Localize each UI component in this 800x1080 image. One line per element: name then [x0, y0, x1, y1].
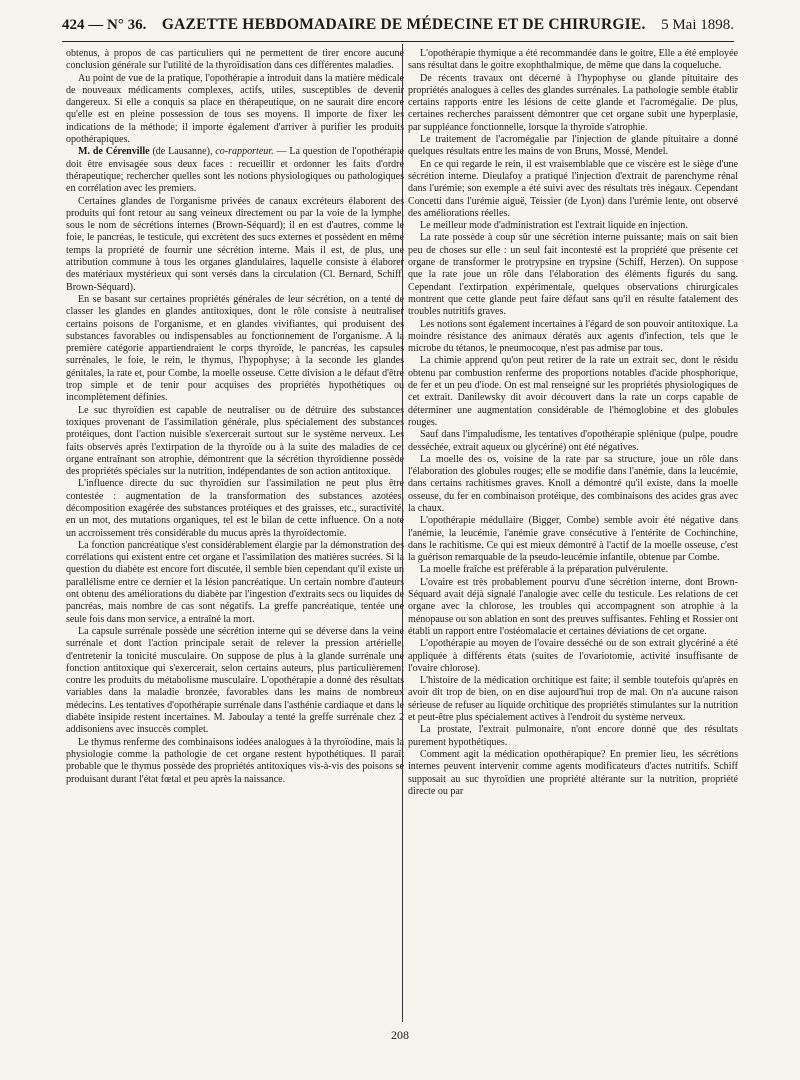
issue-number: — N° 36. [88, 16, 147, 33]
paragraph: L'ovaire est très probablement pourvu d'une sécrétion interne, dont Brown-Séquard avait déjà signalé l'analogie avec celle du testicule. Les relations de cet organe avec la chlorose, les troubles qui accompagnent son atrophie à la ménopause ou son ablation en sont des preuves suffisantes. Fehling et Rossier ont établi un rapport entre l'ostéomalacie et certaines déviations de cet organe. [408, 576, 738, 637]
paragraph: L'influence directe du suc thyroïdien sur l'assimilation ne peut plus être contestée : augmentation de la transformation des substances azotées, décomposition exagérée des substances protéiques et des graisses, etc., suractivité, en un mot, des mutations organiques, tel est le bilan de cette influence. On a noté un accroissement très considérable du mucus après la thyroïdectomie. [66, 478, 404, 539]
paragraph: Sauf dans l'impaludisme, les tentatives d'opothérapie splénique (pulpe, poudre desséchée, extrait aqueux ou glycériné) ont été négatives. [408, 429, 738, 453]
paragraph: La capsule surrénale possède une sécrétion interne qui se déverse dans la veine surrénale et dont l'action principale serait de relever la pression artérielle, d'entretenir la tonicité musculaire. On suppose de plus à la glande surrénale une fonction antitoxique qui s'exercerait, selon certains auteurs, plus particulièrement contre les produits du métabolisme musculaire. L'opothérapie a donné des résultats variables dans la maladie bronzée, favorables dans les mains de nombreux médecins. Les tentatives d'opothérapie surrénale dans l'asthénie cardiaque et dans le diabète insipide restent incertaines. M. Jaboulay a tenté la greffe surrénale chez 2 addisoniens avec insuccès complet. [66, 625, 404, 736]
header-rule [62, 41, 734, 42]
right-column [408, 48, 738, 798]
page-number-issue [62, 17, 146, 34]
column-divider [402, 44, 403, 1022]
paragraph: Le traitement de l'acromégalie par l'injection de glande pituitaire a donné quelques résultats entre les mains de von Bruns, Mossé, Mendel. [408, 134, 738, 158]
paragraph: obtenus, à propos de cas particuliers qui ne permettent de tirer encore aucune conclusion générale sur l'utilité de la thyroïdisation dans ces différentes maladies. [66, 48, 404, 72]
issue-date: 5 Mai 1898. [661, 16, 734, 33]
paragraph: La rate possède à coup sûr une sécrétion interne puissante; mais on sait bien peu de choses sur elle : un seul fait incontesté est la propriété que présente cet organe de transformer le protrypsine en trypsine (Schiff, Herzen). On suppose que la rate joue un rôle dans l'élaboration des éléments figurés du sang. Cependant l'extirpation expérimentale, quelques observations chirurgicales montrent que cette glande peut faire défaut sans qu'il en résulte fatalement des troubles nutritifs graves. [408, 232, 738, 318]
left-column [66, 48, 404, 786]
page-header [62, 12, 734, 38]
paragraph: L'opothérapie thymique a été recommandée dans le goitre, Elle a été employée sans résultat dans le goitre exophthalmique, de même que dans la coqueluche. [408, 48, 738, 72]
speaker-text: — La question de l'opothérapie doit être envisagée sous deux faces : recueillir et ordonner les faits d'ordre thérapeutique; rechercher quelles sont les notions physiologiques ou pathologiques en corrélation avec les premiers. [66, 146, 404, 195]
paragraph-speaker [66, 146, 404, 195]
paragraph: La moelle fraîche est préférable à la préparation pulvérulente. [420, 564, 668, 576]
paragraph: Le meilleur mode d'administration est l'extrait liquide en injection. [420, 220, 688, 232]
page-number: 424 [62, 16, 85, 33]
paragraph: La chimie apprend qu'on peut retirer de la rate un extrait sec, dont le résidu obtenu par combustion renferme des proportions notables d'acide phosphorique, de fer et un peu d'iode. On est mal renseigné sur les propriétés physiologiques de cet extrait. Danilewsky dit avoir découvert dans la rate un corps capable de déterminer une augmentation considérable de l'hémoglobine et des globules rouges. [408, 355, 738, 428]
paragraph: Comment agit la médication opothérapique? En premier lieu, les sécrétions internes peuvent intervenir comme agents modificateurs d'actes nutritifs. Schiff supposait au suc thyroïdien une propriété altérante sur la nutrition, propriété directe ou par [408, 748, 738, 797]
paragraph: En ce qui regarde le rein, il est vraisemblable que ce viscère est le siège d'une sécrétion interne. Dieulafoy a pratiqué l'injection d'extrait de parenchyme rénal dans l'urémie; son exemple a été suivi avec des résultats très inégaux. Cependant Concetti dans l'urémie aiguë, Teissier (de Lyon) dans l'urémie lente, ont observé des améliorations réelles. [408, 158, 738, 219]
paragraph: Les notions sont également incertaines à l'égard de son pouvoir antitoxique. La moindre résistance des animaux dératés aux agents d'infection, tels que le microbe du tétanos, le pneumocoque, n'est pas admise par tous. [408, 318, 738, 355]
speaker-name: M. de Cérenville [78, 146, 150, 158]
paragraph: La prostate, l'extrait pulmonaire, n'ont encore donné que des résultats purement hypothétiques. [408, 724, 738, 748]
journal-title: GAZETTE HEBDOMADAIRE DE MÉDECINE ET DE CHIRURGIE. [161, 16, 646, 33]
paragraph: Certaines glandes de l'organisme privées de canaux excréteurs élaborent des produits qui font retour au sang veineux directement ou par la voie de la lymphe, sous le nom de sécrétions internes (Brown-Séquard); il en est d'autres, comme le foie, le pancréas, le testicule, qui excrètent des sucs externes et possèdent en même temps la propriété de fournir une sécrétion interne. Mais il est, de plus, une attribution commune à tous les organes glandulaires, laquelle consiste à élaborer des matériaux mystérieux qui sont versés dans la circulation (Cl. Bernard, Schiff, Brown-Séquard). [66, 195, 404, 293]
speaker-affiliation: (de Lausanne), [149, 146, 216, 158]
speaker-role: co-rapporteur. [215, 146, 274, 158]
paragraph: Le thymus renferme des combinaisons iodées analogues à la thyroïodine, mais la physiologie comme la pathologie de cet organe restent hypothétiques. Il paraît probable que le thymus possède des propriétés antitoxiques vis-à-vis des poisons se produisant durant l'état fœtal et peu après la naissance. [66, 736, 404, 785]
paragraph: En se basant sur certaines propriétés générales de leur sécrétion, on a tenté de classer les glandes en glandes antitoxiques, dont le rôle consiste à neutraliser certains poisons de l'organisme, et en glandes vivifiantes, qui produisent des substances favorables ou indispensables au fonctionnement de l'organisme. A la première catégorie appartiendraient le corps thyroïde, le pancréas, les capsules surrénales, le foie, le rein, le thymus, l'hypophyse; à la seconde les glandes génitales, la rate et, pour Combe, la moelle osseuse. Cette division a le défaut d'être trop simple et de tenir pour acquises des propriétés hypothétiques ou incomplètement définies. [66, 293, 404, 404]
paragraph: Au point de vue de la pratique, l'opothérapie a introduit dans la matière médicale de nouveaux médicaments complexes, actifs, utiles, susceptibles de devenir dangereux. Si elle a conquis sa place en thérapeutique, on ne saurait dire encore qu'elle est en pleine possession de tous ses moyens. Il importe de fixer les indications de la méthode; il importe également d'arriver à purifier les produits opothérapiques. [66, 72, 404, 146]
paragraph: L'opothérapie au moyen de l'ovaire desséché ou de son extrait glycériné a été appliquée à différents états (suites de l'ovariotomie, activité insuffisante de l'ovaire chlorose). [408, 638, 738, 674]
page-folio: 208 [391, 1028, 409, 1042]
paragraph: L'histoire de la médication orchitique est faite; il semble toutefois qu'après en avoir dit trop de bien, on en dise aujourd'hui trop de mal. On n'a aucune raison sérieuse de refuser au liquide orchitique des propriétés stimulantes sur la nutrition et peut-être plus spécialement actives à l'endroit du système nerveux. [408, 675, 738, 724]
paragraph: De récents travaux ont décerné à l'hypophyse ou glande pituitaire des propriétés analogues à celles des glandes surrénales. La pathologie semble établir certains rapports entre les lésions de cette glande et l'acromégalie. De plus, certaines recherches paraissent démontrer que cet organe subit une hyperplasie, par suppléance fonctionnelle, lorsque la thyroïde s'atrophie. [408, 72, 738, 133]
paragraph: L'opothérapie médullaire (Bigger, Combe) semble avoir été négative dans l'anémie, la leucémie, l'anémie grave consécutive à l'entérite de Cochinchine, dans le rachitisme. Ce qui est mieux démontré à l'actif de la moelle osseuse, c'est la guérison remarquable de la pseudo-leucémie infantile, obtenue par Combe. [408, 515, 738, 564]
paragraph: La moelle des os, voisine de la rate par sa structure, joue un rôle dans l'élaboration des globules rouges; elle se modifie dans l'anémie, dans la leucémie, dans certains rachitismes graves. Knoll a démontré qu'il existe, dans la moelle osseuse, du fer en combinaison protéique, des combinaisons des acides gras avec la chaux. [408, 453, 738, 514]
paragraph: Le suc thyroïdien est capable de neutraliser ou de détruire des substances toxiques provenant de l'assimilation générale, plus spécialement des substances protéiques, dont l'action nuisible s'exercerait surtout sur le système nerveux. Les faits observés après l'extirpation de la thyroïde ou à la suite des maladies de cet organe entraînant son atrophie, démontrent que la sécrétion thyroïdienne possède des propriétés spéciales sur la nutrition, indépendantes de son action antitoxique. [66, 404, 404, 478]
paragraph: La fonction pancréatique s'est considérablement élargie par la démonstration des corrélations qui existent entre cet organe et l'assimilation des matières sucrées. Si la question du diabète est encore fort discutée, il semble bien cependant qu'il existe un parallélisme entre ce dernier et la lésion pancréatique. Un certain nombre d'auteurs ont obtenu des améliorations du diabète par l'ingestion d'extraits secs ou liquides de pancréas, mais nombre de cas sont négatifs. La greffe pancréatique, tentée une seule fois dans mon service, a entraîné la mort. [66, 539, 404, 625]
